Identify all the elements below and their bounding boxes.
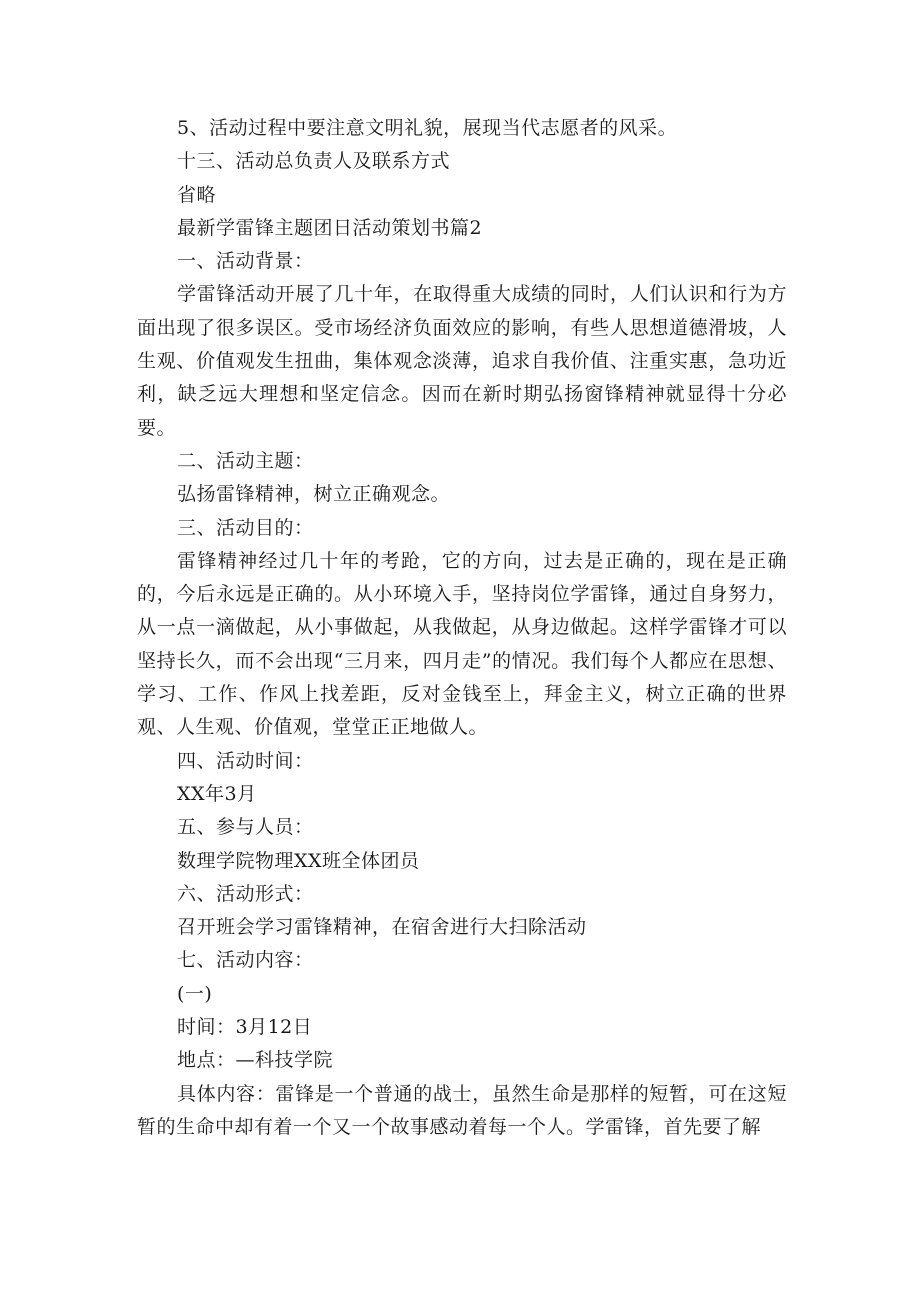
purpose-heading: 三、活动目的： [177,516,314,539]
section-13-heading: 十三、活动总负责人及联系方式 [177,150,451,173]
background-paragraph: 学雷锋活动开展了几十年，在取得重大成绩的同时，人们认识和行为方面出现了很多误区。受市场经济负面效应的影响，有些人思想道德滑坡，人生观、价值观发生扭曲，集体观念淡薄，追求自我价值、注重实惠，急功近利，缺乏远大理想和坚定信念。因而在新时期弘扬窗锋精神就显得十分必要。 [137,283,787,439]
item-5-line: 5、活动过程中要注意文明礼貌，展现当代志愿者的风采。 [177,117,678,139]
document-body [137,112,787,1144]
time-heading: 四、活动时间： [177,749,314,772]
detail-paragraph: 具体内容：雷锋是一个普通的战士，虽然生命是那样的短暂，可在这短暂的生命中却有着一个又一个故事感动着每一个人。学雷锋，首先要了解 [137,1082,787,1138]
place-line: 地点：—科技学院 [177,1049,334,1072]
time-text: XX年3月 [177,782,257,805]
document-title: 最新学雷锋主题团日活动策划书篇2 [177,216,483,239]
theme-heading: 二、活动主题： [177,449,314,472]
purpose-paragraph: 雷锋精神经过几十年的考跄，它的方向，过去是正确的，现在是正确的，今后永远是正确的。从小环境入手，坚持岗位学雷锋，通过自身努力，从一点一滴做起，从小事做起，从我做起，从身边做起。这样学雷锋才可以坚持长久，而不会出现“三月来，四月走”的情况。我们每个人都应在思想、学习、工作、作风上找差距，反对金钱至上，拜金主义，树立正确的世界观、人生观、价值观，堂堂正正地做人。 [137,549,787,739]
participants-text: 数理学院物理XX班全体团员 [177,849,420,872]
background-heading: 一、活动背景： [177,250,314,273]
theme-text: 弘扬雷锋精神，树立正确观念。 [177,483,451,506]
content-heading: 七、活动内容： [177,949,314,972]
participants-heading: 五、参与人员： [177,816,314,839]
date-line: 时间：3月12日 [177,1016,313,1039]
omitted-text: 省略 [177,183,217,206]
subsection-one: (一) [177,982,213,1005]
form-heading: 六、活动形式： [177,882,314,905]
form-text: 召开班会学习雷锋精神，在宿舍进行大扫除活动 [177,916,587,939]
